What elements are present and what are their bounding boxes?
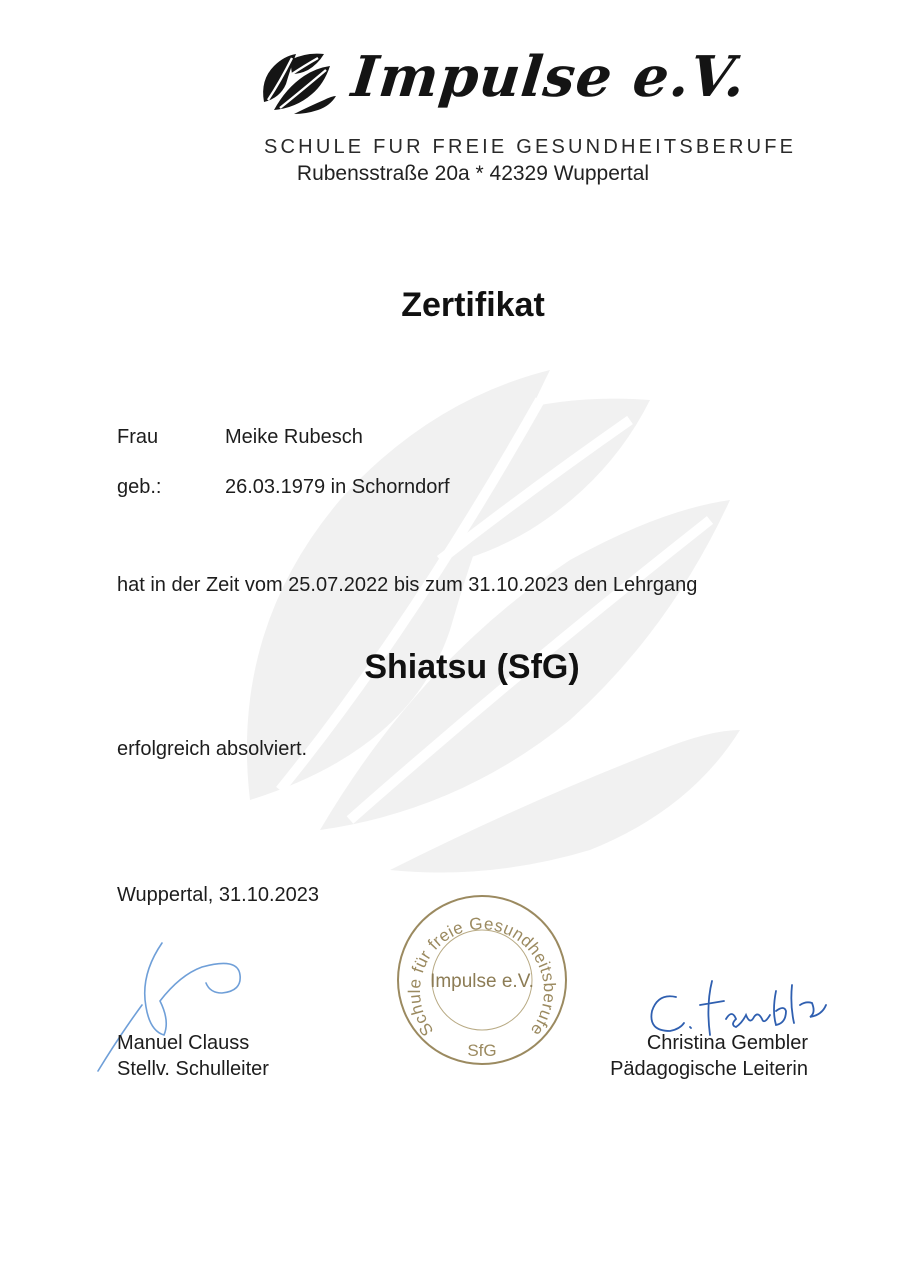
school-name: SCHULE FUR FREIE GESUNDHEITSBERUFE	[264, 136, 797, 158]
right-signatory-name: Christina Gembler	[646, 1032, 808, 1054]
right-signatory-role: Pädagogische Leiterin	[610, 1058, 808, 1080]
school-seal	[392, 890, 572, 1070]
brand-name: Impulse e.V.	[348, 44, 749, 110]
birth-label: geb.:	[117, 476, 162, 498]
place-date: Wuppertal, 31.10.2023	[117, 884, 320, 906]
seal-ring-text: Schule für freie Gesundheitsberufe	[404, 914, 560, 1040]
recipient-name: Meike Rubesch	[225, 426, 363, 448]
leaf-logo-icon	[260, 52, 336, 114]
birth-value: 26.03.1979 in Schorndorf	[225, 476, 450, 498]
completion-text: erfolgreich absolviert.	[117, 738, 308, 760]
seal-center-text: Impulse e.V.	[430, 971, 534, 992]
school-address: Rubensstraße 20a * 42329 Wuppertal	[296, 162, 650, 185]
period-text: hat in der Zeit vom 25.07.2022 bis zum 31.10.2023 den Lehrgang	[117, 574, 698, 596]
certificate-title: Zertifikat	[401, 286, 545, 324]
salutation-label: Frau	[117, 426, 159, 448]
seal-bottom-text: SfG	[467, 1041, 497, 1060]
left-signatory-role: Stellv. Schulleiter	[117, 1058, 269, 1080]
course-title: Shiatsu (SfG)	[364, 648, 580, 686]
leaf-watermark	[190, 330, 750, 890]
left-signatory-name: Manuel Clauss	[117, 1032, 250, 1054]
